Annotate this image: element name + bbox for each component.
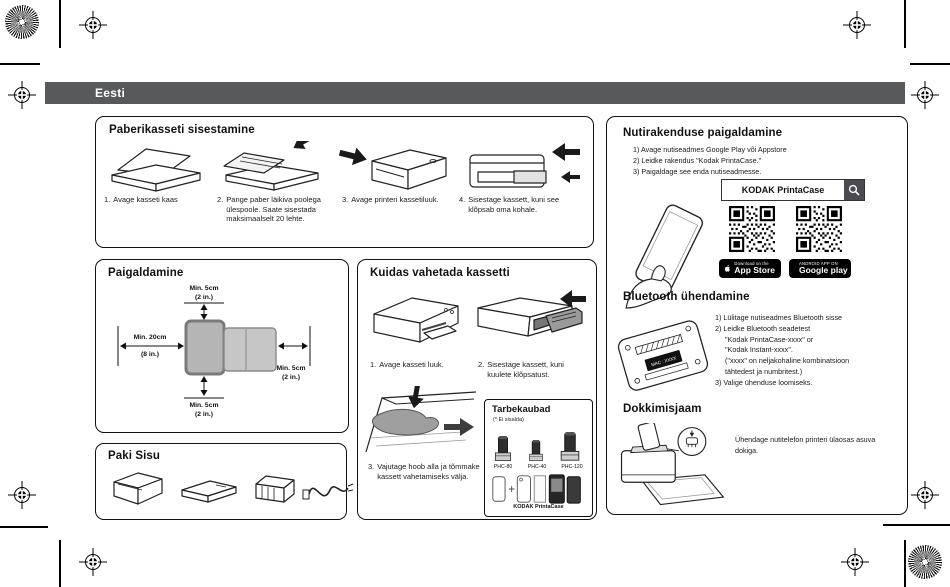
- step-text: Avage printeri kassetiluuk.: [351, 195, 439, 204]
- trim-line: [59, 0, 61, 48]
- clearance-label-bottom: [164, 401, 244, 419]
- badge-top-line: Download on the: [734, 260, 769, 266]
- bluetooth-line: 3) Valige ühenduse loomiseks.: [715, 377, 813, 387]
- clearance-label-left-value: Min. 20cm: [133, 334, 167, 341]
- registration-crosshair-icon: [841, 548, 869, 576]
- step-caption: [368, 462, 484, 481]
- badge-bottom-line: App Store: [734, 265, 775, 276]
- clearance-unit: (2 in.): [281, 374, 301, 382]
- step-text: Avage kasseti kaas: [113, 195, 178, 204]
- section-title-bluetooth: Bluetooth ühendamine: [623, 291, 750, 303]
- step-number: 4.: [459, 195, 466, 204]
- cassette-insert-illustration: [458, 141, 583, 197]
- step-number: 1.: [104, 195, 111, 204]
- dock-instruction-text: Ühendage nutitelefon printeri ülaosas asuva dokiga.: [735, 435, 876, 455]
- app-search-box: [721, 179, 865, 201]
- step-text: Pange paber läikiva poolega ülespoole. Saate sisestada maksimaalselt 20 lehte.: [226, 195, 321, 224]
- step-caption: [342, 195, 454, 205]
- printer-door-open-illustration: [366, 288, 466, 356]
- step-caption: [104, 195, 208, 205]
- search-button: [844, 180, 864, 200]
- consumables-note: (* Ei sisalda): [493, 417, 524, 423]
- bluetooth-line: "Kodak Instant-xxxx".: [725, 345, 793, 355]
- step-number: 1.: [370, 360, 377, 369]
- printer-bottom-illustration: [613, 313, 713, 399]
- app-step: 2) Leidke rakendus "Kodak PrintaCase.": [633, 155, 762, 165]
- printacase-items-illustration: [490, 473, 586, 505]
- cartridge-item-illustration: [248, 468, 300, 508]
- panel-title: Kuidas vahetada kassetti: [370, 267, 510, 279]
- step-number: 2.: [217, 195, 224, 204]
- trim-line: [0, 63, 40, 65]
- cartridge-insert-illustration: [472, 288, 588, 356]
- app-install-steps: [633, 145, 893, 177]
- clearance-label-top: [164, 284, 244, 302]
- clearance-label-right: [251, 364, 331, 382]
- apple-logo-icon: [725, 262, 730, 275]
- trim-line: [0, 526, 48, 528]
- panel-cartridge-replace: [357, 259, 597, 520]
- registration-crosshair-icon: [911, 481, 939, 509]
- mac-address-label: MAC : XXXX: [650, 355, 677, 368]
- clearance-label-left-unit: (8 in.): [140, 351, 160, 358]
- trim-line: [883, 524, 950, 526]
- qr-code-googleplay: [796, 206, 842, 252]
- bluetooth-line: tähtedest ja numbritest.): [725, 366, 803, 376]
- language-label: Eesti: [95, 86, 126, 100]
- docking-station-illustration: [611, 423, 733, 511]
- registration-sunburst-icon: [5, 5, 39, 39]
- clearance-value: Min. 5cm: [189, 402, 219, 409]
- printacase-label: KODAK PrintaCase: [513, 504, 564, 510]
- consumable-label: PHC-40: [527, 464, 547, 470]
- cassette-load-paper-illustration: [218, 141, 328, 195]
- clearance-unit: (2 in.): [194, 294, 214, 302]
- step-text: Sisestage kassett, kuni see klõpsab oma kohale.: [468, 195, 560, 214]
- bluetooth-line: 1) Lülitage nutiseadmes Bluetooth sisse: [715, 313, 843, 322]
- step-caption: [217, 195, 335, 224]
- panel-title: Paigaldamine: [108, 267, 184, 279]
- registration-crosshair-icon: [911, 81, 939, 109]
- step-caption: [370, 360, 470, 370]
- section-title-dock: Dokkimisjaam: [623, 403, 702, 415]
- trim-line: [910, 63, 950, 65]
- panel-title: Paki Sisu: [108, 450, 161, 462]
- bluetooth-line: ("xxxx" on neljakohaline kombinatsioon: [725, 356, 850, 366]
- panel-title: Paberikasseti sisestamine: [109, 124, 255, 136]
- trim-line: [59, 540, 61, 587]
- panel-right-column: [606, 116, 908, 515]
- panel-paper-cassette: [95, 116, 594, 248]
- printer-item-illustration: [108, 466, 168, 511]
- registration-sunburst-icon: [908, 545, 942, 579]
- badge-bottom-line: Google play: [799, 265, 848, 276]
- clearance-unit: (2 in.): [194, 411, 214, 419]
- registration-crosshair-icon: [8, 81, 36, 109]
- registration-crosshair-icon: [79, 548, 107, 576]
- step-caption: [478, 360, 584, 379]
- consumable-label: PHC-120: [561, 464, 583, 470]
- trim-line: [904, 540, 906, 587]
- appstore-badge: [719, 259, 781, 278]
- cassette-open-illustration: [102, 143, 207, 195]
- step-number: 3.: [368, 462, 375, 471]
- cassette-item-illustration: [178, 470, 238, 510]
- trim-line: [904, 0, 906, 48]
- qr-code-appstore: [729, 206, 775, 252]
- step-text: Vajutage hoob alla ja tõmmake kassett vahetamiseks välja.: [377, 462, 480, 481]
- panel-placement: [95, 259, 349, 433]
- step-caption: [459, 195, 583, 214]
- consumables-box: [484, 399, 593, 517]
- app-step: 3) Paigaldage see enda nutiseadmesse.: [633, 166, 762, 176]
- registration-crosshair-icon: [8, 481, 36, 509]
- googleplay-badge: [789, 259, 851, 278]
- step-number: 2.: [478, 360, 485, 369]
- panel-box-contents: [95, 443, 347, 520]
- registration-crosshair-icon: [843, 11, 871, 39]
- app-step: 1) Avage nutiseadmes Google Play või Appstore: [633, 145, 787, 154]
- printer-open-door-illustration: [338, 141, 453, 197]
- bluetooth-steps: [715, 313, 901, 389]
- step-number: 3.: [342, 195, 349, 204]
- clearance-value: Min. 5cm: [189, 285, 219, 292]
- consumable-phc40-icon: [527, 440, 545, 462]
- lever-press-illustration: [362, 386, 480, 458]
- badge-top-line: ANDROID APP ON: [799, 260, 838, 266]
- section-title-app: Nutirakenduse paigaldamine: [623, 127, 783, 139]
- language-header-bar: [45, 82, 905, 104]
- clearance-value: Min. 5cm: [276, 365, 306, 372]
- consumable-phc120-icon: [559, 432, 581, 462]
- consumable-label: PHC-80: [493, 464, 513, 470]
- power-cable-illustration: [302, 468, 354, 508]
- consumable-phc80-icon: [493, 436, 513, 462]
- search-icon: [848, 184, 860, 196]
- step-text: Sisestage kassett, kuni kuulete klõpsatust.: [487, 360, 564, 379]
- step-text: Avage kasseti luuk.: [379, 360, 444, 369]
- search-query-text: KODAK PrintaCase: [741, 185, 825, 195]
- bluetooth-line: 2) Leidke Bluetooth seadetest: [715, 323, 811, 333]
- bluetooth-line: "Kodak PrintaCase-xxxx" or: [725, 334, 814, 344]
- consumables-title: Tarbekaubad: [492, 404, 551, 415]
- registration-crosshair-icon: [79, 11, 107, 39]
